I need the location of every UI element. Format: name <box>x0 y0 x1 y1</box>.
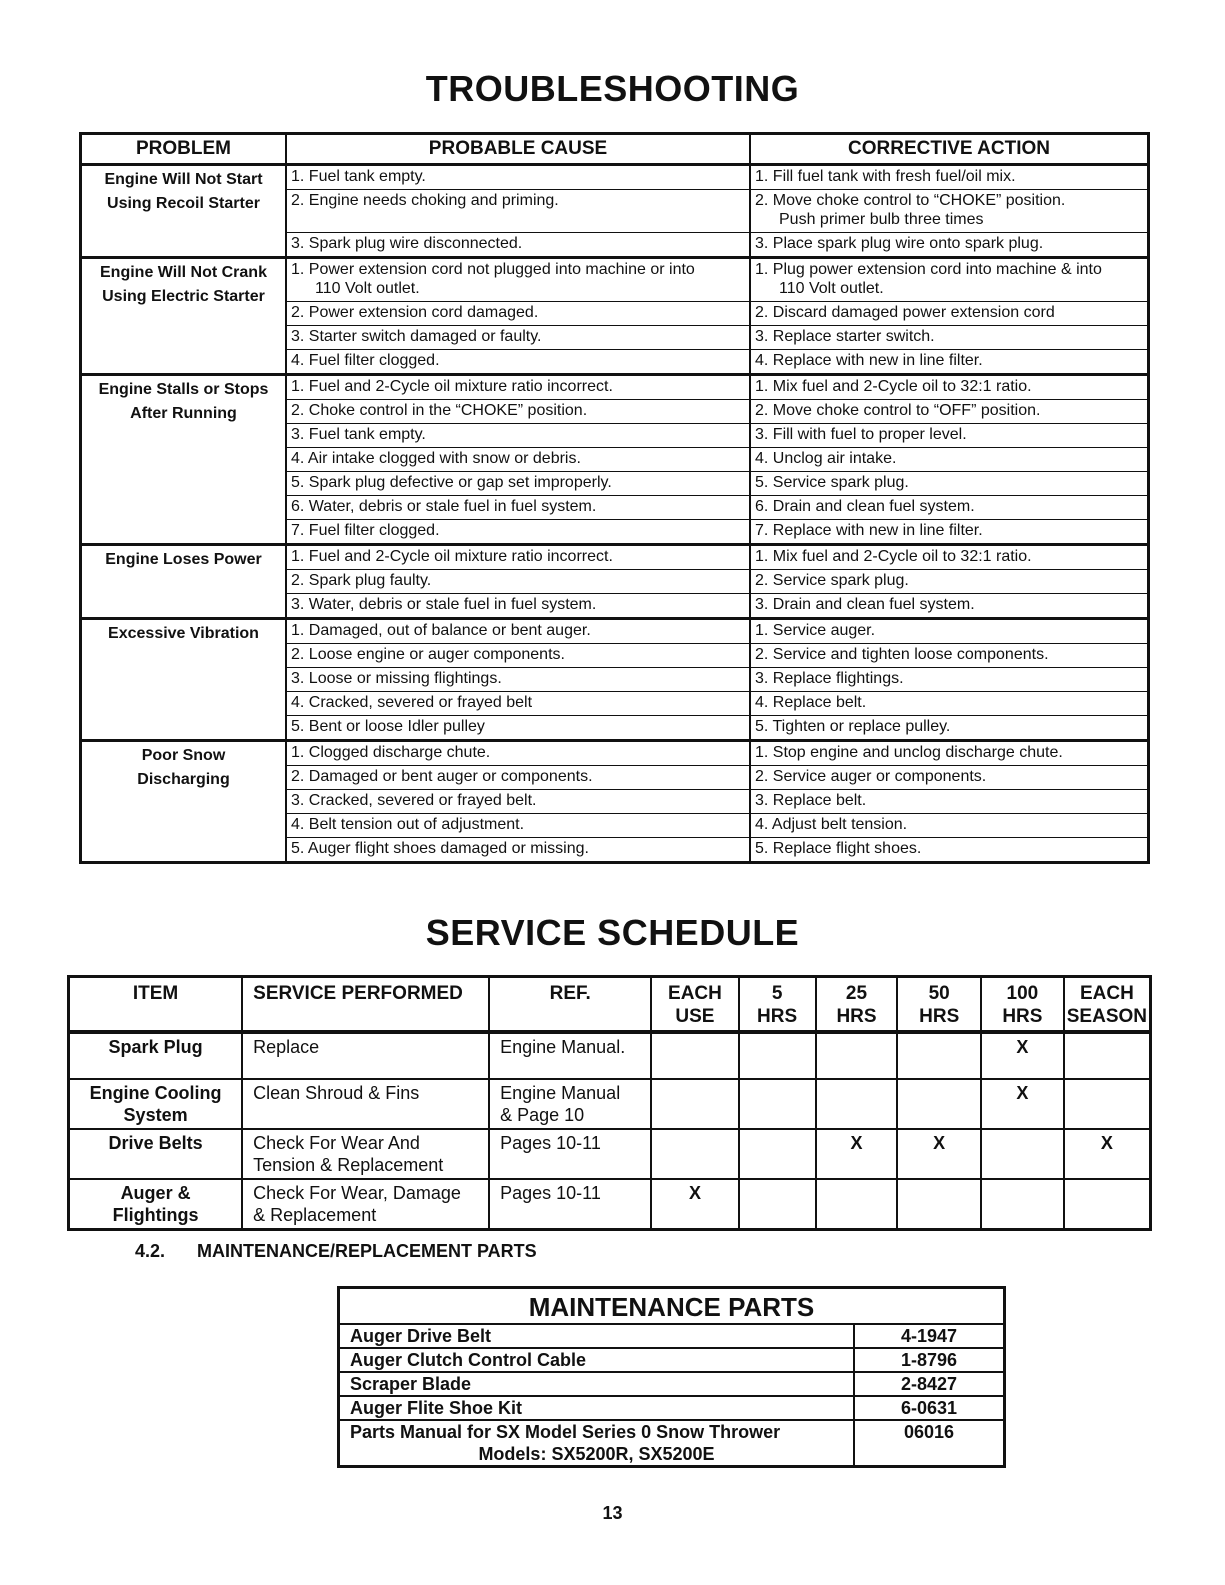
service-schedule-body <box>69 1032 1151 1230</box>
action-cell <box>750 424 1149 448</box>
text-line: EACH <box>1079 983 1134 1004</box>
text-line: Auger Clutch Control Cable <box>350 1350 587 1370</box>
cause-cell <box>286 448 750 472</box>
text-line: 7. Fuel filter clogged. <box>291 522 440 539</box>
text-line: 6. Water, debris or stale fuel in fuel system. <box>291 498 597 515</box>
cause-cell <box>286 165 750 190</box>
action-cell <box>750 190 1149 233</box>
text-line: Engine Will Not Start <box>104 171 263 188</box>
action-cell <box>750 838 1149 863</box>
text-line: ITEM <box>132 983 179 1004</box>
part-number-cell: 2-8427 <box>854 1372 1005 1396</box>
text-line: Using Recoil Starter <box>107 195 260 212</box>
text-line: Parts Manual for SX Model Series 0 Snow Thrower <box>350 1422 781 1442</box>
troubleshooting-row <box>81 619 1149 644</box>
action-cell <box>750 326 1149 350</box>
action-cell <box>750 350 1149 375</box>
schedule-service-cell <box>242 1129 489 1179</box>
cause-cell <box>286 790 750 814</box>
text-line: 3. Place spark plug wire onto spark plug. <box>755 235 1044 252</box>
schedule-service-cell <box>242 1179 489 1230</box>
part-number-cell: 1-8796 <box>854 1348 1005 1372</box>
header-problem: PROBLEM <box>81 134 287 165</box>
schedule-mark-cell <box>651 1129 738 1179</box>
action-cell <box>750 400 1149 424</box>
part-row <box>339 1348 1005 1372</box>
text-line: Auger Flite Shoe Kit <box>350 1398 523 1418</box>
text-line: 5 <box>771 983 783 1004</box>
schedule-mark-cell <box>739 1079 816 1129</box>
cause-cell <box>286 716 750 741</box>
text-line: 110 Volt outlet. <box>315 280 420 297</box>
part-name-cell <box>339 1324 855 1348</box>
section-title: MAINTENANCE/REPLACEMENT PARTS <box>197 1241 537 1261</box>
text-line: Drive Belts <box>108 1133 203 1153</box>
text-line: Engine Manual <box>500 1083 621 1103</box>
schedule-mark-cell <box>1064 1032 1151 1079</box>
schedule-mark-cell <box>651 1032 738 1079</box>
schedule-mark-cell <box>897 1079 981 1129</box>
action-cell <box>750 692 1149 716</box>
cause-cell <box>286 814 750 838</box>
troubleshooting-row <box>81 375 1149 400</box>
text-line: System <box>123 1105 188 1125</box>
problem-cell <box>81 741 287 863</box>
service-schedule-table <box>67 975 1152 1231</box>
schedule-mark-cell <box>897 1179 981 1230</box>
text-line: 3. Fill with fuel to proper level. <box>755 426 967 443</box>
text-line: 5. Spark plug defective or gap set improperly. <box>291 474 612 491</box>
text-line: Engine Stalls or Stops <box>98 381 269 398</box>
action-cell <box>750 375 1149 400</box>
text-line: 2. Move choke control to “CHOKE” position. <box>755 192 1066 209</box>
text-line: Auger & <box>120 1183 191 1203</box>
text-line: 3. Fuel tank empty. <box>291 426 426 443</box>
schedule-mark-cell <box>981 1179 1064 1230</box>
service-schedule-title: SERVICE SCHEDULE <box>425 912 800 953</box>
cause-cell <box>286 190 750 233</box>
text-line: Excessive Vibration <box>108 625 259 642</box>
schedule-mark-cell <box>739 1032 816 1079</box>
text-line: Pages 10-11 <box>500 1133 601 1153</box>
schedule-mark-cell <box>816 1079 898 1129</box>
schedule-ref-cell <box>489 1032 651 1079</box>
text-line: EACH <box>668 983 722 1004</box>
text-line: Scraper Blade <box>350 1374 472 1394</box>
text-line: 25 <box>845 983 868 1004</box>
text-line: HRS <box>836 1006 877 1027</box>
schedule-header-cell <box>69 977 243 1033</box>
schedule-mark-cell <box>651 1079 738 1129</box>
text-line: 6. Drain and clean fuel system. <box>755 498 975 515</box>
cause-cell <box>286 302 750 326</box>
part-row <box>339 1420 1005 1467</box>
part-number-cell: 4-1947 <box>854 1324 1005 1348</box>
text-line: Using Electric Starter <box>102 288 265 305</box>
schedule-mark-cell: X <box>651 1179 738 1230</box>
text-line: 2. Service spark plug. <box>755 572 909 589</box>
schedule-mark-cell <box>1064 1179 1151 1230</box>
text-line: Discharging <box>137 771 230 788</box>
text-line: 4. Replace with new in line filter. <box>755 352 983 369</box>
text-line: 2. Choke control in the “CHOKE” position. <box>291 402 588 419</box>
cause-cell <box>286 838 750 863</box>
text-line: 4. Unclog air intake. <box>755 450 897 467</box>
service-schedule-header-row <box>69 977 1151 1033</box>
text-line: 2. Move choke control to “OFF” position. <box>755 402 1041 419</box>
maintenance-parts-title: MAINTENANCE PARTS <box>339 1288 1005 1325</box>
cause-cell <box>286 326 750 350</box>
text-line: 1. Stop engine and unclog discharge chute. <box>755 744 1063 761</box>
cause-cell <box>286 619 750 644</box>
text-line: 50 <box>928 983 950 1004</box>
text-line: 2. Loose engine or auger components. <box>291 646 565 663</box>
cause-cell <box>286 644 750 668</box>
text-line: 1. Power extension cord not plugged into machine or into <box>291 261 695 278</box>
cause-cell <box>286 424 750 448</box>
text-line: 1. Plug power extension cord into machine & into <box>755 261 1102 278</box>
text-line: HRS <box>757 1006 798 1027</box>
text-line: 3. Loose or missing flightings. <box>291 670 502 687</box>
schedule-header-cell <box>816 977 898 1033</box>
part-row <box>339 1324 1005 1348</box>
action-cell <box>750 766 1149 790</box>
text-line: 4. Belt tension out of adjustment. <box>291 816 525 833</box>
text-line: 3. Water, debris or stale fuel in fuel system. <box>291 596 597 613</box>
schedule-mark-cell <box>739 1179 816 1230</box>
text-line: Check For Wear, Damage <box>253 1183 461 1203</box>
text-line: & Replacement <box>253 1205 377 1225</box>
troubleshooting-header-row <box>81 134 1149 165</box>
part-name-cell <box>339 1420 855 1467</box>
troubleshooting-title: TROUBLESHOOTING <box>425 68 800 109</box>
part-number-cell: 6-0631 <box>854 1396 1005 1420</box>
text-line: & Page 10 <box>500 1105 585 1125</box>
action-cell <box>750 594 1149 619</box>
schedule-mark-cell <box>1064 1079 1151 1129</box>
cause-cell <box>286 472 750 496</box>
problem-cell <box>81 619 287 741</box>
part-name-cell <box>339 1396 855 1420</box>
text-line: Pages 10-11 <box>500 1183 601 1203</box>
text-line: Flightings <box>112 1205 199 1225</box>
part-row <box>339 1396 1005 1420</box>
action-cell <box>750 258 1149 302</box>
cause-cell <box>286 668 750 692</box>
cause-cell <box>286 570 750 594</box>
part-row <box>339 1372 1005 1396</box>
schedule-header-cell <box>981 977 1064 1033</box>
text-line: Clean Shroud & Fins <box>253 1083 420 1103</box>
text-line: Tension & Replacement <box>253 1155 444 1175</box>
text-line: Replace <box>253 1037 320 1057</box>
action-cell <box>750 741 1149 766</box>
schedule-mark-cell: X <box>981 1079 1064 1129</box>
cause-cell <box>286 594 750 619</box>
schedule-mark-cell: X <box>1064 1129 1151 1179</box>
text-line: SEASON <box>1066 1006 1147 1027</box>
text-line: 4. Air intake clogged with snow or debris. <box>291 450 581 467</box>
text-line: 1. Mix fuel and 2-Cycle oil to 32:1 ratio. <box>755 548 1032 565</box>
troubleshooting-row <box>81 545 1149 570</box>
text-line: After Running <box>130 405 237 422</box>
text-line: REF. <box>549 983 591 1004</box>
text-line: 4. Adjust belt tension. <box>755 816 908 833</box>
schedule-row <box>69 1179 1151 1230</box>
action-cell <box>750 472 1149 496</box>
text-line: Spark Plug <box>108 1037 203 1057</box>
problem-cell <box>81 545 287 619</box>
header-corrective-action: CORRECTIVE ACTION <box>750 134 1149 165</box>
schedule-mark-cell: X <box>897 1129 981 1179</box>
text-line: 5. Service spark plug. <box>755 474 909 491</box>
text-line: Engine Manual. <box>500 1037 626 1057</box>
text-line: 3. Replace starter switch. <box>755 328 935 345</box>
troubleshooting-table <box>79 132 1150 864</box>
schedule-service-cell <box>242 1032 489 1079</box>
text-line: SERVICE PERFORMED <box>253 983 463 1004</box>
schedule-mark-cell <box>816 1032 898 1079</box>
schedule-mark-cell: X <box>981 1032 1064 1079</box>
cause-cell <box>286 520 750 545</box>
schedule-item-cell <box>69 1179 243 1230</box>
troubleshooting-row <box>81 165 1149 190</box>
schedule-row <box>69 1032 1151 1079</box>
cause-cell <box>286 741 750 766</box>
part-number-cell: 06016 <box>854 1420 1005 1467</box>
cause-cell <box>286 258 750 302</box>
text-line: 5. Bent or loose Idler pulley <box>291 718 485 735</box>
action-cell <box>750 619 1149 644</box>
text-line: 1. Mix fuel and 2-Cycle oil to 32:1 ratio. <box>755 378 1032 395</box>
action-cell <box>750 448 1149 472</box>
schedule-row <box>69 1129 1151 1179</box>
section-number: 4.2. <box>135 1241 166 1261</box>
problem-cell <box>81 375 287 545</box>
schedule-mark-cell <box>981 1129 1064 1179</box>
text-line: 3. Drain and clean fuel system. <box>755 596 975 613</box>
text-line: 2. Service auger or components. <box>755 768 987 785</box>
part-name-cell <box>339 1372 855 1396</box>
text-line: 4. Fuel filter clogged. <box>291 352 440 369</box>
schedule-item-cell <box>69 1129 243 1179</box>
maintenance-parts-body <box>339 1324 1005 1467</box>
text-line: Push primer bulb three times <box>779 211 984 228</box>
text-line: 4. Cracked, severed or frayed belt <box>291 694 533 711</box>
maintenance-parts-table <box>337 1286 1006 1468</box>
cause-cell <box>286 692 750 716</box>
text-line: 2. Service and tighten loose components. <box>755 646 1049 663</box>
text-line: Engine Will Not Crank <box>100 264 267 281</box>
schedule-header-cell <box>651 977 738 1033</box>
schedule-mark-cell <box>897 1032 981 1079</box>
schedule-header-cell <box>242 977 489 1033</box>
schedule-ref-cell <box>489 1129 651 1179</box>
troubleshooting-body <box>81 165 1149 863</box>
text-line: 1. Fuel and 2-Cycle oil mixture ratio incorrect. <box>291 548 613 565</box>
text-line: Auger Drive Belt <box>350 1326 492 1346</box>
schedule-header-cell <box>1064 977 1151 1033</box>
action-cell <box>750 716 1149 741</box>
schedule-mark-cell <box>739 1129 816 1179</box>
text-line: Engine Cooling <box>89 1083 222 1103</box>
cause-cell <box>286 496 750 520</box>
schedule-mark-cell: X <box>816 1129 898 1179</box>
text-line: 3. Starter switch damaged or faulty. <box>291 328 542 345</box>
text-line: HRS <box>1002 1006 1043 1027</box>
text-line: 3. Replace flightings. <box>755 670 904 687</box>
action-cell <box>750 302 1149 326</box>
problem-cell <box>81 258 287 375</box>
schedule-header-cell <box>739 977 816 1033</box>
action-cell <box>750 233 1149 258</box>
schedule-header-cell <box>897 977 981 1033</box>
text-line: 3. Cracked, severed or frayed belt. <box>291 792 537 809</box>
part-name-cell <box>339 1348 855 1372</box>
text-line: 1. Damaged, out of balance or bent auger. <box>291 622 591 639</box>
text-line: 1. Fuel tank empty. <box>291 168 426 185</box>
text-line: 7. Replace with new in line filter. <box>755 522 983 539</box>
text-line: 1. Fuel and 2-Cycle oil mixture ratio incorrect. <box>291 378 613 395</box>
header-probable-cause: PROBABLE CAUSE <box>286 134 750 165</box>
text-line: Engine Loses Power <box>105 551 262 568</box>
schedule-service-cell <box>242 1079 489 1129</box>
action-cell <box>750 165 1149 190</box>
cause-cell <box>286 350 750 375</box>
text-line: 3. Replace belt. <box>755 792 867 809</box>
cause-cell <box>286 545 750 570</box>
schedule-ref-cell <box>489 1179 651 1230</box>
cause-cell <box>286 400 750 424</box>
text-line: 110 Volt outlet. <box>779 280 884 297</box>
troubleshooting-row <box>81 258 1149 302</box>
action-cell <box>750 814 1149 838</box>
text-line: USE <box>675 1006 715 1027</box>
text-line: 100 <box>1006 983 1039 1004</box>
text-line: 2. Power extension cord damaged. <box>291 304 539 321</box>
action-cell <box>750 496 1149 520</box>
action-cell <box>750 570 1149 594</box>
schedule-header-cell <box>489 977 651 1033</box>
action-cell <box>750 644 1149 668</box>
action-cell <box>750 668 1149 692</box>
text-line: Poor Snow <box>141 747 226 764</box>
page-number: 13 <box>602 1503 623 1523</box>
text-line: HRS <box>919 1006 960 1027</box>
schedule-mark-cell <box>816 1179 898 1230</box>
text-line: 2. Discard damaged power extension cord <box>755 304 1055 321</box>
cause-cell <box>286 375 750 400</box>
text-line: 5. Auger flight shoes damaged or missing. <box>291 840 589 857</box>
cause-cell <box>286 233 750 258</box>
action-cell <box>750 520 1149 545</box>
text-line: 5. Tighten or replace pulley. <box>755 718 951 735</box>
text-line: 2. Spark plug faulty. <box>291 572 432 589</box>
text-line: Models: SX5200R, SX5200E <box>478 1444 715 1464</box>
text-line: 1. Clogged discharge chute. <box>291 744 491 761</box>
text-line: 3. Spark plug wire disconnected. <box>291 235 523 252</box>
schedule-item-cell <box>69 1079 243 1129</box>
schedule-row <box>69 1079 1151 1129</box>
troubleshooting-row <box>81 741 1149 766</box>
text-line: 4. Replace belt. <box>755 694 867 711</box>
cause-cell <box>286 766 750 790</box>
text-line: 2. Engine needs choking and priming. <box>291 192 559 209</box>
section-heading <box>135 1241 537 1262</box>
schedule-item-cell <box>69 1032 243 1079</box>
text-line: 5. Replace flight shoes. <box>755 840 922 857</box>
action-cell <box>750 790 1149 814</box>
text-line: 1. Fill fuel tank with fresh fuel/oil mix. <box>755 168 1016 185</box>
text-line: 2. Damaged or bent auger or components. <box>291 768 593 785</box>
problem-cell <box>81 165 287 258</box>
action-cell <box>750 545 1149 570</box>
text-line: Check For Wear And <box>253 1133 420 1153</box>
schedule-ref-cell <box>489 1079 651 1129</box>
text-line: 1. Service auger. <box>755 622 876 639</box>
